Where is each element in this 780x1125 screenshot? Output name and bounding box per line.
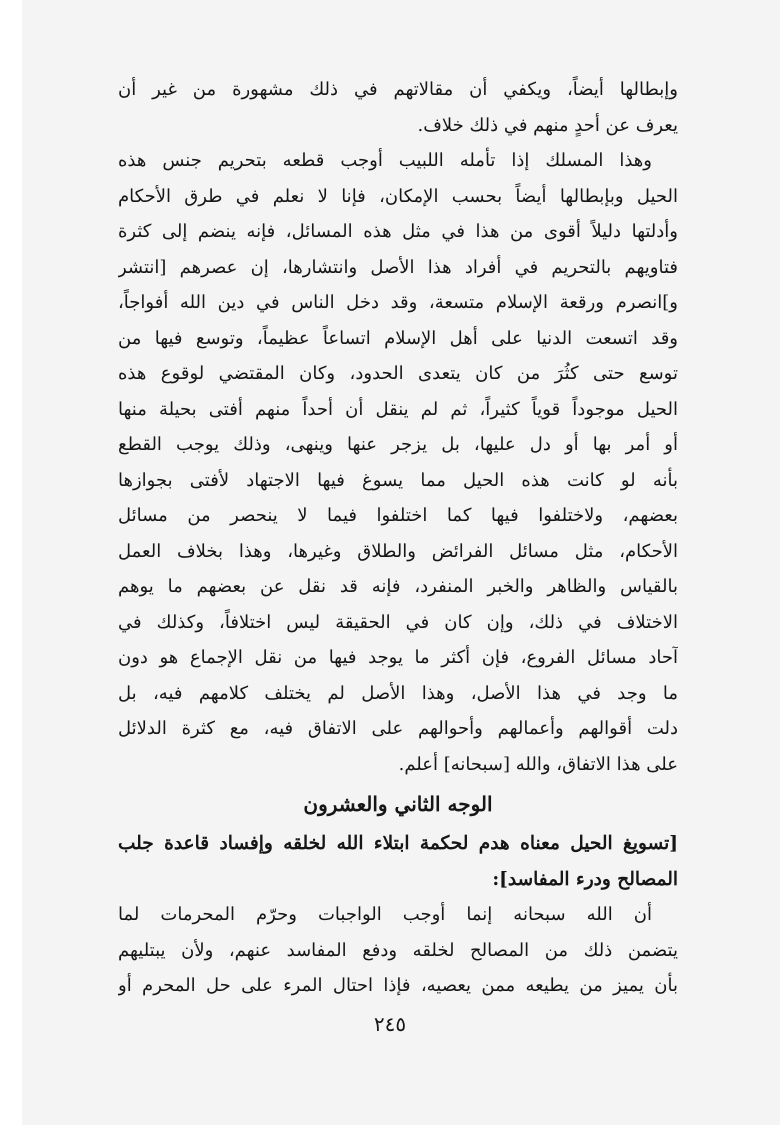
- subheading-line: المصالح ودرء المفاسد]:: [492, 868, 678, 890]
- text-line: أن الله سبحانه إنما أوجب الواجبات وحرّم المحرمات لما: [118, 904, 652, 925]
- page-number: ٢٤٥: [373, 1012, 407, 1036]
- text-line: آحاد مسائل الفروع، فإن أكثر ما يوجد فيها من نقل الإجماع هو دون: [118, 647, 678, 668]
- text-line: وقد اتسعت الدنيا على أهل الإسلام اتساعاً عظيماً، وتوسع فيها من: [118, 327, 678, 349]
- text-line: ما وجد في هذا الأصل، وهذا الأصل لم يختلف كلامهم فيه، بل: [118, 682, 678, 704]
- text-line: الاختلاف في ذلك، وإن كان في الحقيقة ليس اختلافاً، وكذلك في: [118, 611, 678, 633]
- text-line: على هذا الاتفاق، والله [سبحانه] أعلم.: [398, 753, 678, 775]
- subheading-line: [تسويغ الحيل معناه هدم لحكمة ابتلاء الله لخلقه وإفساد قاعدة جلب: [118, 833, 678, 854]
- page-text: [118, 72, 678, 1004]
- text-line: وهذا المسلك إذا تأمله اللبيب أوجب قطعه بتحريم جنس هذه: [118, 150, 652, 171]
- text-line: الحيل وبإبطالها أيضاً بحسب الإمكان، فإنا لا نعلم في طرق الأحكام: [118, 185, 678, 207]
- text-line: الأحكام، مثل مسائل الفرائض والطلاق وغيرها، وهذا بخلاف العمل: [118, 540, 678, 562]
- text-line: توسع حتى كثُرَ من كان يتعدى الحدود، وكان المقتضي لوقوع هذه: [118, 363, 678, 384]
- text-line: و]انصرم ورقعة الإسلام متسعة، وقد دخل الناس في دين الله أفواجاً،: [118, 292, 678, 313]
- section-subheading: [118, 826, 678, 897]
- text-line: يتضمن ذلك من المصالح لخلقه ودفع المفاسد عنهم، ولأن يبتليهم: [118, 939, 678, 961]
- text-line: وإبطالها أيضاً، ويكفي أن مقالاتهم في ذلك مشهورة من غير أن: [118, 79, 678, 100]
- text-line: أو أمر بها أو دل عليها، بل يزجر عنها وينهى، وذلك يوجب القطع: [118, 434, 678, 455]
- text-line: الحيل موجوداً قوياً كثيراً، ثم لم ينقل أن أحداً منهم أفتى بحيلة منها: [118, 398, 678, 420]
- text-line: دلت أقوالهم وأعمالهم وأحوالهم على الاتفاق فيه، مع كثرة الدلائل: [118, 718, 678, 739]
- text-line: بالقياس والظاهر والخبر المنفرد، فإنه قد نقل عن بعضهم ما يوهم: [118, 576, 678, 597]
- text-line: بأنه لو كانت هذه الحيل مما يسوغ فيها الاجتهاد لأفتى بجوازها: [118, 469, 678, 491]
- paragraph-2: [118, 143, 678, 782]
- paragraph-3: [118, 897, 678, 1004]
- text-line: فتاويهم بالتحريم في أفراد هذا الأصل وانتشارها، إن عصرهم [انتشر: [118, 256, 678, 278]
- text-line: يعرف عن أحدٍ منهم في ذلك خلاف.: [417, 114, 678, 136]
- section-heading: الوجه الثاني والعشرون: [303, 792, 493, 816]
- text-line: بعضهم، ولاختلفوا فيها كما اختلفوا فيما لا ينحصر من مسائل: [118, 505, 678, 526]
- paragraph-1: [118, 72, 678, 143]
- text-line: بأن يميز من يطيعه ممن يعصيه، فإذا احتال المرء على حل المحرم أو: [118, 975, 678, 996]
- text-line: وأدلتها دليلاً أقوى من هذا في مثل هذه المسائل، فإنه ينضم إلى كثرة: [118, 221, 678, 242]
